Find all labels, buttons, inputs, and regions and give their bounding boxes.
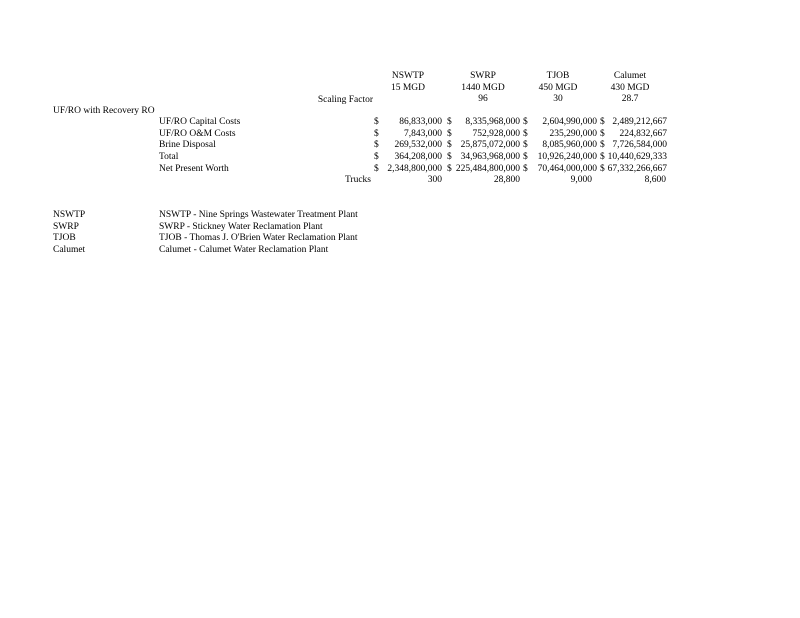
legend-abbr: TJOB: [53, 233, 76, 243]
currency-symbol: $: [374, 129, 379, 139]
currency-symbol: $: [447, 129, 452, 139]
cell-value: 7,726,584,000: [612, 140, 667, 150]
scaling-calumet: 28.7: [621, 94, 639, 104]
cell-value: 8,335,968,000: [465, 117, 520, 127]
cell-value: 10,926,240,000: [537, 152, 597, 162]
plant-name-calumet: Calumet: [613, 71, 647, 81]
currency-symbol: $: [523, 164, 528, 174]
section-title: UF/RO with Recovery RO: [53, 106, 155, 116]
legend-desc: NSWTP - Nine Springs Wastewater Treatment Plant: [159, 210, 358, 220]
cell-value: 7,843,000: [404, 129, 442, 139]
row-label-total: Total: [159, 152, 179, 162]
currency-symbol: $: [523, 140, 528, 150]
cell-value: 752,928,000: [472, 129, 520, 139]
scaling-swrp: 96: [478, 94, 488, 104]
currency-symbol: $: [600, 117, 605, 127]
row-label-brine: Brine Disposal: [159, 140, 216, 150]
currency-symbol: $: [447, 117, 452, 127]
currency-symbol: $: [374, 117, 379, 127]
cell-value: 225,484,800,000: [455, 164, 520, 174]
legend-desc: Calumet - Calumet Water Reclamation Plant: [159, 245, 329, 255]
trucks-value: 8,600: [644, 175, 666, 185]
trucks-value: 9,000: [570, 175, 592, 185]
cell-value: 34,963,968,000: [460, 152, 520, 162]
scaling-tjob: 30: [553, 94, 563, 104]
currency-symbol: $: [600, 129, 605, 139]
plant-flow-tjob: 450 MGD: [538, 83, 578, 93]
plant-flow-nswtp: 15 MGD: [390, 83, 426, 93]
currency-symbol: $: [523, 129, 528, 139]
cell-value: 269,532,000: [394, 140, 442, 150]
currency-symbol: $: [600, 140, 605, 150]
legend-abbr: SWRP: [53, 222, 79, 232]
currency-symbol: $: [523, 117, 528, 127]
cell-value: 25,875,072,000: [460, 140, 520, 150]
cell-value: 67,332,266,667: [607, 164, 667, 174]
currency-symbol: $: [374, 164, 379, 174]
plant-name-tjob: TJOB: [546, 71, 570, 81]
trucks-label: Trucks: [344, 175, 371, 185]
currency-symbol: $: [374, 140, 379, 150]
currency-symbol: $: [447, 140, 452, 150]
cell-value: 364,208,000: [394, 152, 442, 162]
trucks-value: 28,800: [493, 175, 520, 185]
plant-flow-swrp: 1440 MGD: [461, 83, 505, 93]
currency-symbol: $: [523, 152, 528, 162]
legend-abbr: Calumet: [53, 245, 86, 255]
plant-name-swrp: SWRP: [470, 71, 496, 81]
legend-desc: TJOB - Thomas J. O'Brien Water Reclamation Plant: [159, 233, 358, 243]
cell-value: 2,489,212,667: [612, 117, 667, 127]
currency-symbol: $: [447, 152, 452, 162]
legend-abbr: NSWTP: [53, 210, 86, 220]
scaling-factor-label: Scaling Factor: [317, 95, 373, 105]
cell-value: 224,832,667: [619, 129, 667, 139]
row-label-om: UF/RO O&M Costs: [159, 129, 236, 139]
cell-value: 8,085,960,000: [542, 140, 597, 150]
row-label-npw: Net Present Worth: [159, 164, 229, 174]
cell-value: 10,440,629,333: [607, 152, 667, 162]
legend-desc: SWRP - Stickney Water Reclamation Plant: [159, 222, 323, 232]
currency-symbol: $: [447, 164, 452, 174]
plant-name-nswtp: NSWTP: [391, 71, 425, 81]
plant-flow-calumet: 430 MGD: [610, 83, 650, 93]
cell-value: 70,464,000,000: [537, 164, 597, 174]
cell-value: 2,604,990,000: [542, 117, 597, 127]
currency-symbol: $: [600, 164, 605, 174]
cell-value: 2,348,800,000: [387, 164, 442, 174]
trucks-value: 300: [427, 175, 442, 185]
cell-value: 86,833,000: [399, 117, 442, 127]
currency-symbol: $: [600, 152, 605, 162]
cell-value: 235,290,000: [549, 129, 597, 139]
currency-symbol: $: [374, 152, 379, 162]
row-label-capital: UF/RO Capital Costs: [159, 117, 241, 127]
